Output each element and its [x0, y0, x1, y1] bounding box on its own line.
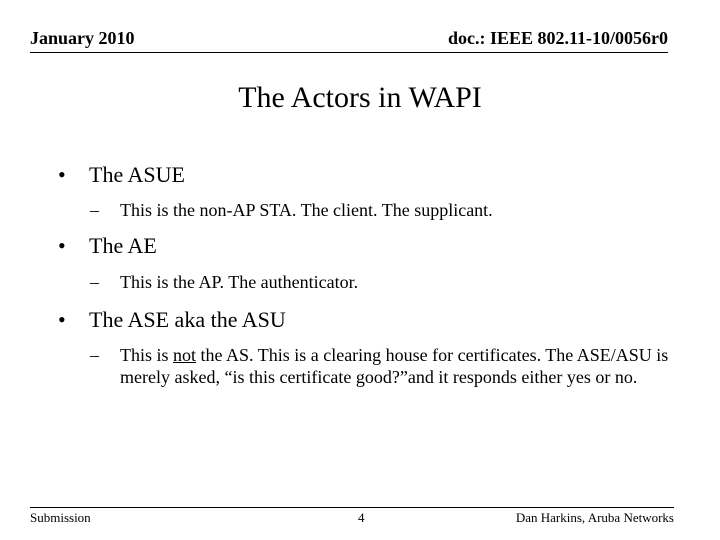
- sub-bullet-text-after: the AS. This is a clearing house for certificates. The ASE/ASU is merely asked, “is this certificate good?”and it responds either yes or no.: [120, 345, 669, 387]
- sub-bullet-dash: –: [90, 345, 99, 365]
- sub-bullet-asue: [90, 199, 678, 221]
- footer-submission: Submission: [30, 510, 91, 525]
- bullet-dot: •: [58, 233, 66, 258]
- sub-bullet-ae: [90, 271, 678, 293]
- sub-bullet-dash: –: [90, 272, 99, 292]
- bullet-asue: [58, 161, 678, 189]
- bullet-dot: •: [58, 162, 66, 187]
- footer-rule: [30, 507, 674, 508]
- sub-bullet-ase: [90, 344, 678, 388]
- bullet-text: The AE: [89, 233, 157, 258]
- header-rule: [30, 52, 668, 53]
- footer-author: Dan Harkins, Aruba Networks: [515, 510, 674, 525]
- bullet-dot: •: [58, 307, 66, 332]
- header-date: January 2010: [30, 28, 135, 48]
- sub-bullet-text: This is the non-AP STA. The client. The supplicant.: [120, 200, 493, 220]
- slide-title: The Actors in WAPI: [238, 81, 482, 114]
- sub-bullet-dash: –: [90, 200, 99, 220]
- sub-bullet-text-underlined: not: [173, 345, 197, 365]
- sub-bullet-text: This is the AP. The authenticator.: [120, 272, 359, 292]
- sub-bullet-text-before: This is: [120, 345, 174, 365]
- bullet-ae: [58, 232, 678, 260]
- slide-content: [58, 161, 678, 388]
- bullet-text: The ASE aka the ASU: [89, 307, 286, 332]
- bullet-text: The ASUE: [89, 162, 185, 187]
- header-doc-id: doc.: IEEE 802.11-10/0056r0: [447, 28, 668, 48]
- sub-bullet-text: [120, 345, 668, 387]
- footer-page-number: 4: [358, 510, 365, 525]
- bullet-ase: [58, 306, 678, 334]
